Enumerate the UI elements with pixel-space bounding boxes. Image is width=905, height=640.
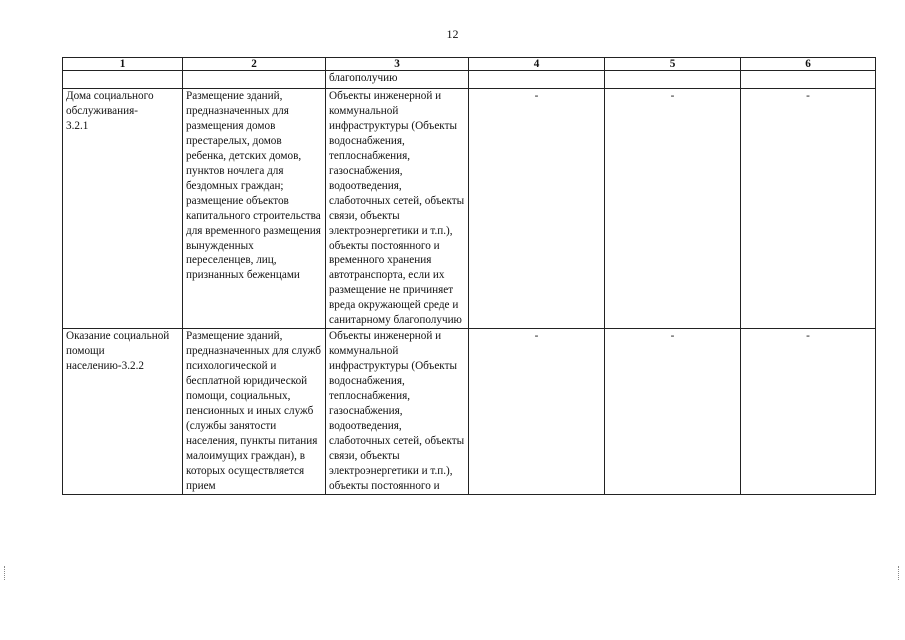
auxiliary-uses xyxy=(326,329,469,494)
table-header-row xyxy=(63,58,876,71)
table-row xyxy=(63,329,876,494)
column-4-value: - xyxy=(469,329,605,494)
column-header-1: 1 xyxy=(63,58,183,71)
use-type-description xyxy=(183,89,326,329)
auxiliary-uses-text: Объекты инженерной и коммунальной инфраструктуры (Объекты водоснабжения, теплоснабжения, газоснабжения, водоотведения, слаботочных сетей, объекты связи, объекты электроэнергетики и т.п.), объекты постоянного и xyxy=(329,330,465,492)
column-4-value: - xyxy=(469,89,605,329)
column-6-value: - xyxy=(741,329,876,494)
column-6-value: - xyxy=(741,89,876,329)
column-header-6: 6 xyxy=(741,58,876,71)
column-5-value: - xyxy=(605,89,741,329)
use-type-name-text: Дома социального обслуживания- 3.2.1 xyxy=(66,90,154,132)
use-type-description-text: Размещение зданий, предназначенных для служб психологической и бесплатной юридической помощи, социальных, пенсионных и иных служб (службы занятости населения, пункты питания малоимущих граждан), в которых осуществляется прием xyxy=(186,330,321,492)
use-type-name xyxy=(63,89,183,329)
column-header-5: 5 xyxy=(605,58,741,71)
column-5-value: - xyxy=(605,329,741,494)
continuation-cell-6 xyxy=(741,71,876,89)
continuation-cell-2 xyxy=(183,71,326,89)
use-type-name xyxy=(63,329,183,494)
column-header-4: 4 xyxy=(469,58,605,71)
continuation-cell-4 xyxy=(469,71,605,89)
use-type-description-text: Размещение зданий, предназначенных для размещения домов престарелых, домов ребенка, детских домов, пунктов ночлега для бездомных граждан; размещение объектов капитального строительства для временного размещения вынужденных переселенцев, лиц, признанных беженцами xyxy=(186,90,321,282)
continuation-cell-3: благополучию xyxy=(326,71,469,89)
auxiliary-uses xyxy=(326,89,469,329)
page-number: 12 xyxy=(446,27,459,41)
column-header-3: 3 xyxy=(326,58,469,71)
continuation-row xyxy=(63,71,876,89)
scan-margin-mark-left xyxy=(4,566,6,580)
table-row xyxy=(63,89,876,329)
column-header-2: 2 xyxy=(183,58,326,71)
use-type-name-text: Оказание социальной помощи населению-3.2.2 xyxy=(66,330,170,373)
permitted-use-table xyxy=(62,57,876,495)
scan-margin-mark-right xyxy=(898,566,900,580)
continuation-cell-5 xyxy=(605,71,741,89)
continuation-cell-1 xyxy=(63,71,183,89)
auxiliary-uses-text: Объекты инженерной и коммунальной инфраструктуры (Объекты водоснабжения, теплоснабжения, газоснабжения, водоотведения, слаботочных сетей, объекты связи, объекты электроэнергетики и т.п.), объекты постоянного и временного хранения автотранспорта, если их размещение не причиняет вреда окружающей среде и санитарному благополучию xyxy=(329,90,465,327)
use-type-description xyxy=(183,329,326,494)
